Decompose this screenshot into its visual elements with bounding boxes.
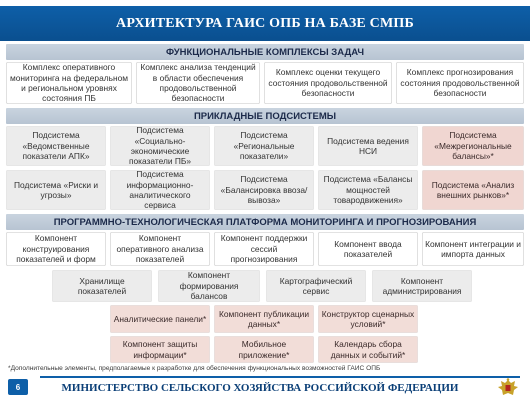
platform-component-planned: Аналитические панели* [110,305,210,333]
applied-subsystem: Подсистема «Региональные показатели» [214,126,314,166]
ministry-name: МИНИСТЕРСТВО СЕЛЬСКОГО ХОЗЯЙСТВА РОССИЙСКОЙ ФЕДЕРАЦИИ [61,382,459,394]
platform-component: Компонент оперативного анализа показателей [110,232,210,266]
applied-subsystem: Подсистема «Балансировка ввоза/вывоза» [214,170,314,210]
page-number: 6 [8,379,28,395]
platform-heading: ПРОГРАММНО-ТЕХНОЛОГИЧЕСКАЯ ПЛАТФОРМА МОНИТОРИНГА И ПРОГНОЗИРОВАНИЯ [6,214,524,230]
functional-item: Комплекс оценки текущего состояния продовольственной безопасности [264,62,392,104]
footnote: *Дополнительные элементы, предполагаемые к разработке для обеспечения функциональных возможностей ГАИС ОПБ [8,365,381,372]
platform-component-planned: Конструктор сценарных условий* [318,305,418,333]
platform-component: Компонент поддержки сессий прогнозирования [214,232,314,266]
platform-component: Хранилище показателей [52,270,152,302]
platform-component-planned: Компонент публикации данных* [214,305,314,333]
applied-subsystem: Подсистема «Социально-экономические показатели ПБ» [110,126,210,166]
platform-component: Компонент конструирования показателей и форм [6,232,106,266]
applied-subsystem-planned: Подсистема «Анализ внешних рынков»* [422,170,524,210]
functional-item: Комплекс оперативного мониторинга на федеральном и региональном уровнях состояния ПБ [6,62,132,104]
platform-component: Компонент ввода показателей [318,232,418,266]
platform-component-planned: Компонент защиты информации* [110,336,210,363]
functional-heading: ФУНКЦИОНАЛЬНЫЕ КОМПЛЕКСЫ ЗАДАЧ [6,44,524,60]
platform-component-planned: Мобильное приложение* [214,336,314,363]
coat-of-arms-icon [494,377,522,399]
functional-item: Комплекс анализа тенденций в области обеспечения продовольственной безопасности [136,62,260,104]
platform-component: Компонент администрирования [372,270,472,302]
applied-subsystem: Подсистема «Риски и угрозы» [6,170,106,210]
slide-title: АРХИТЕКТУРА ГАИС ОПБ НА БАЗЕ СМПБ [0,6,530,41]
platform-component: Картографический сервис [266,270,366,302]
platform-component: Компонент интеграции и импорта данных [422,232,524,266]
applied-subsystem: Подсистема «Балансы мощностей товародвижения» [318,170,418,210]
applied-subsystem: Подсистема информационно-аналитического сервиса [110,170,210,210]
platform-component-planned: Календарь сбора данных и событий* [318,336,418,363]
footer-divider [40,376,520,378]
functional-item: Комплекс прогнозирования состояния продовольственной безопасности [396,62,524,104]
applied-subsystem: Подсистема «Ведомственные показатели АПК» [6,126,106,166]
applied-subsystem-planned: Подсистема «Межрегиональные балансы»* [422,126,524,166]
applied-subsystem: Подсистема ведения НСИ [318,126,418,166]
platform-component: Компонент формирования балансов [158,270,260,302]
applied-heading: ПРИКЛАДНЫЕ ПОДСИСТЕМЫ [6,108,524,124]
